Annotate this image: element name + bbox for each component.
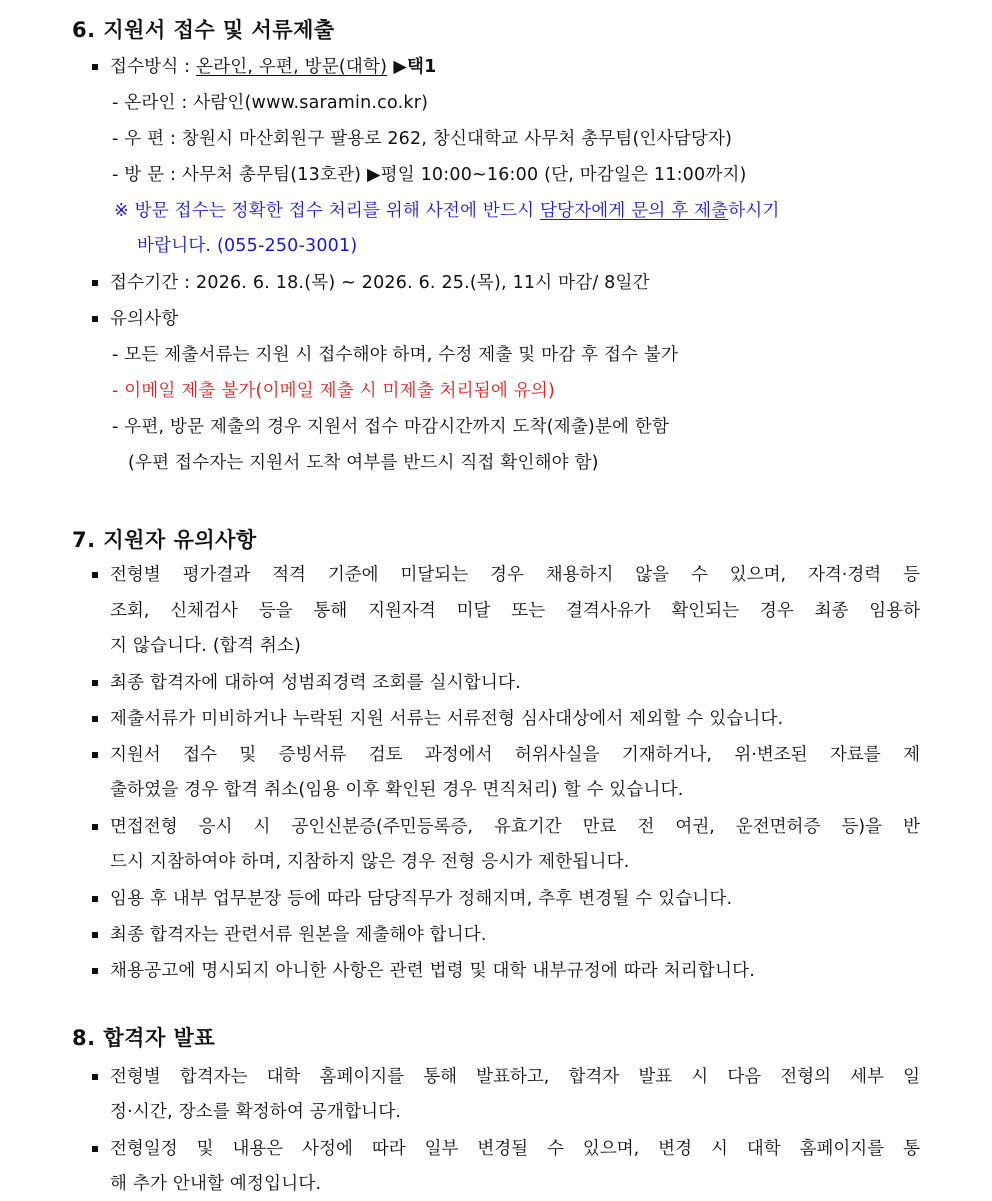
bullet [92, 716, 98, 722]
caution-item-1: - 모든 제출서류는 지원 시 접수해야 하며, 수정 제출 및 마감 후 접수 불가 [112, 345, 679, 365]
method-value: 온라인, 우편, 방문(대학) [196, 57, 388, 77]
announce-1-line2: 정·시간, 장소를 확정하여 공개합니다. [110, 1102, 402, 1122]
section-7-title: 7. 지원자 유의사항 [72, 528, 257, 552]
caution-item-3: - 우편, 방문 제출의 경우 지원서 접수 마감시간까지 도착(제출)분에 한함 [112, 417, 670, 437]
bullet [92, 64, 98, 70]
announce-2-line2: 해 추가 안내할 예정입니다. [110, 1174, 322, 1194]
visit-note-underline: 담당자에게 문의 후 제출 [539, 201, 729, 221]
method-label: 접수방식 : [110, 57, 197, 77]
notice-7: 최종 합격자는 관련서류 원본을 제출해야 합니다. [110, 925, 487, 945]
announce-1-line1: 전형별 합격자는 대학 홈페이지를 통해 발표하고, 합격자 발표 시 다음 전형의 세부 일 [110, 1067, 920, 1087]
caution-item-2: - 이메일 제출 불가(이메일 제출 시 미제출 처리됨에 유의) [112, 381, 555, 401]
notice-6: 임용 후 내부 업무분장 등에 따라 담당직무가 정해지며, 추후 변경될 수 있습니다. [110, 889, 733, 909]
bullet [92, 280, 98, 286]
notice-4-line2: 출하였을 경우 합격 취소(임용 이후 확인된 경우 면직처리) 할 수 있습니다. [110, 780, 684, 800]
bullet [92, 968, 98, 974]
visit-note-text: ※ 방문 접수는 정확한 접수 처리를 위해 사전에 반드시 [114, 201, 540, 221]
visit-note [114, 200, 780, 222]
bullet [92, 1074, 98, 1080]
method-line [110, 56, 437, 78]
notice-3: 제출서류가 미비하거나 누락된 지원 서류는 서류전형 심사대상에서 제외할 수 있습니다. [110, 709, 784, 729]
bullet [92, 752, 98, 758]
period-line: 접수기간 : 2026. 6. 18.(목) ~ 2026. 6. 25.(목), 11시 마감/ 8일간 [110, 273, 650, 293]
notice-4-line1: 지원서 접수 및 증빙서류 검토 과정에서 허위사실을 기재하거나, 위·변조된 자료를 제 [110, 745, 920, 765]
post-line: - 우 편 : 창원시 마산회원구 팔용로 262, 창신대학교 사무처 총무팀(인사담당자) [112, 129, 733, 149]
notice-5-line1: 면접전형 응시 시 공인신분증(주민등록증, 유효기간 만료 전 여권, 운전면허증 등)을 반 [110, 817, 920, 837]
caution-heading: 유의사항 [110, 309, 179, 329]
bullet [92, 824, 98, 830]
bullet [92, 572, 98, 578]
bullet [92, 680, 98, 686]
section-6-title: 6. 지원서 접수 및 서류제출 [72, 18, 335, 42]
announce-2-line1: 전형일정 및 내용은 사정에 따라 일부 변경될 수 있으며, 변경 시 대학 홈페이지를 통 [110, 1139, 920, 1159]
online-line: - 온라인 : 사람인(www.saramin.co.kr) [112, 93, 429, 113]
visit-note-tail: 하시기 [728, 201, 780, 221]
bullet [92, 1146, 98, 1152]
caution-item-3-note: (우편 접수자는 지원서 도착 여부를 반드시 직접 확인해야 함) [128, 453, 599, 473]
bullet [92, 896, 98, 902]
notice-8: 채용공고에 명시되지 아니한 사항은 관련 법령 및 대학 내부규정에 따라 처리합니다. [110, 961, 755, 981]
notice-1-line2: 조회, 신체검사 등을 통해 지원자격 미달 또는 결격사유가 확인되는 경우 최종 임용하 [110, 601, 920, 621]
notice-5-line2: 드시 지참하여야 하며, 지참하지 않은 경우 전형 응시가 제한됩니다. [110, 852, 630, 872]
bullet [92, 932, 98, 938]
notice-2: 최종 합격자에 대하여 성범죄경력 조회를 실시합니다. [110, 673, 521, 693]
section-8-title: 8. 합격자 발표 [72, 1026, 216, 1050]
bullet [92, 316, 98, 322]
visit-line: - 방 문 : 사무처 총무팀(13호관) ▶평일 10:00~16:00 (단, 마감일은 11:00까지) [112, 165, 747, 185]
method-choose: ▶택1 [387, 57, 437, 77]
notice-1-line3: 지 않습니다. (합격 취소) [110, 636, 302, 656]
notice-1-line1: 전형별 평가결과 적격 기준에 미달되는 경우 채용하지 않을 수 있으며, 자격·경력 등 [110, 565, 920, 585]
visit-note-line2: 바랍니다. (055-250-3001) [137, 236, 358, 256]
